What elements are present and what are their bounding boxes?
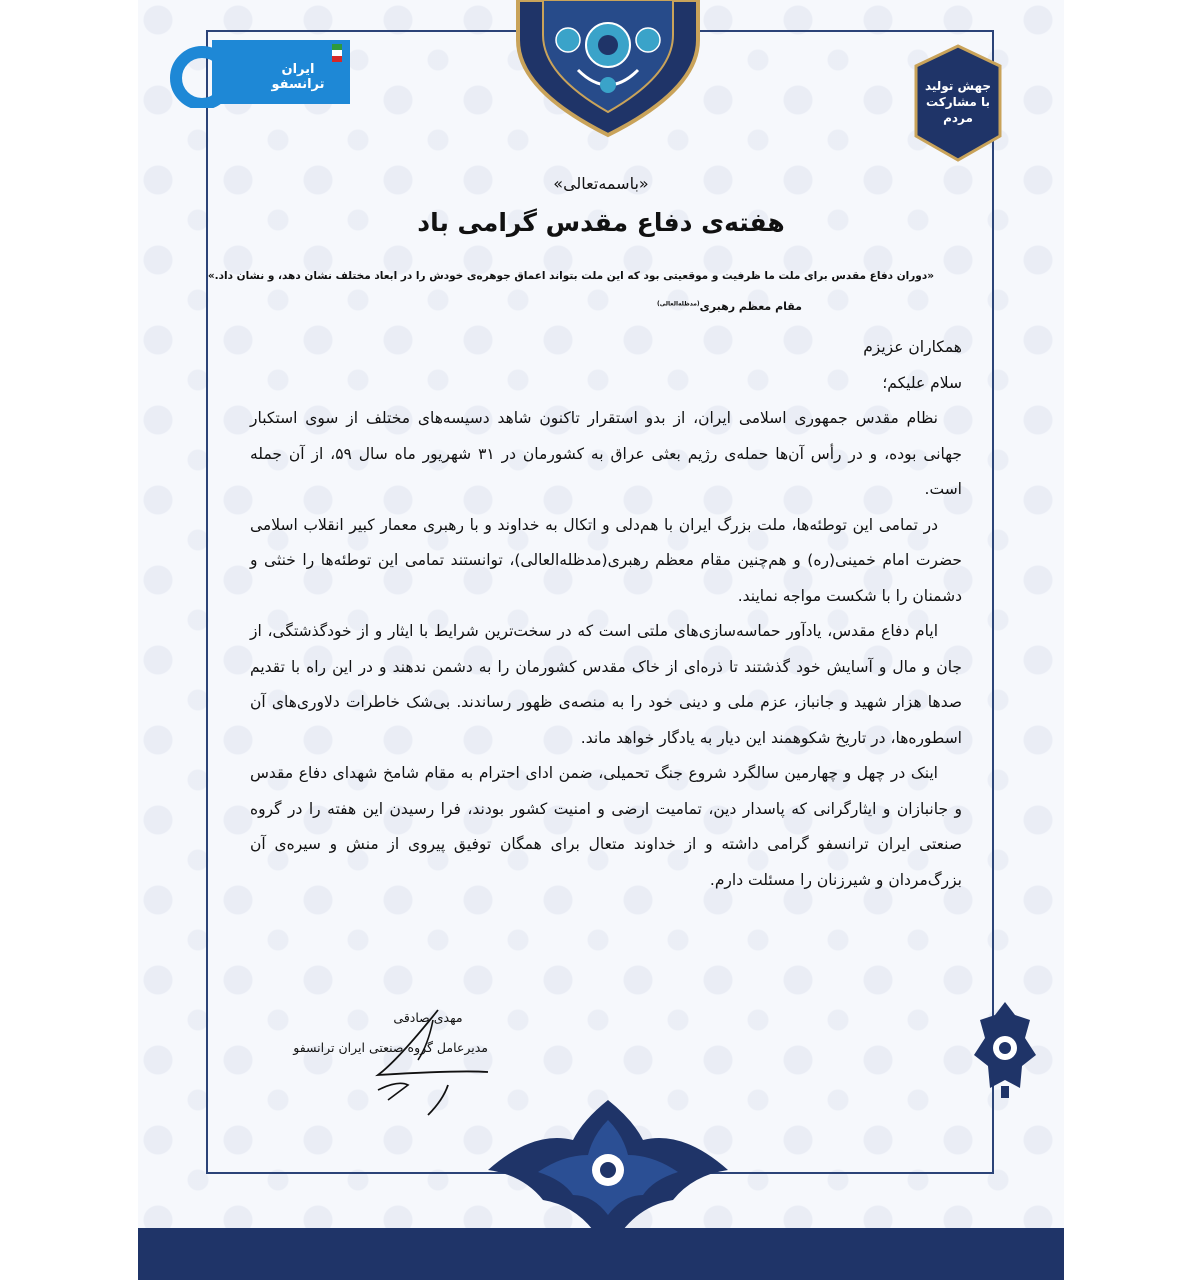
quote-attribution bbox=[502, 300, 802, 313]
paragraph-3: ایام دفاع مقدس، یادآور حماسه‌سازی‌های ملتی است که در سخت‌ترین شرایط با ایثار و از خودگذشتگی، از جان و مال و آسایش خود گذشتند تا ذره‌ای از خاک مقدس کشورمان را به دشمن ندهند و در این راه با تقدیم صدها هزار شهید و جانباز، عزم ملی و دینی خود را به منصه‌ی ظهور رساندند. بی‌شک خاطرات دلاوری‌های آن اسطوره‌ها، در تاریخ شکوهمند این دیار به یادگار خواهد ماند. bbox=[250, 622, 962, 747]
page-title: هفته‌ی دفاع مقدس گرامی باد bbox=[417, 208, 785, 237]
letter-body bbox=[250, 330, 962, 898]
greeting: سلام علیکم؛ bbox=[882, 373, 962, 392]
quote-attribution-name: مقام معظم رهبری bbox=[699, 300, 802, 313]
letter-page bbox=[138, 0, 1064, 1280]
production-leap-emblem bbox=[910, 44, 1006, 162]
bismillah: «باسمه‌تعالی» bbox=[553, 174, 649, 193]
side-ornament-icon bbox=[970, 1000, 1040, 1100]
salutation: همکاران عزیزم bbox=[863, 338, 962, 356]
signer-name: مهدی صادقی bbox=[393, 1010, 463, 1025]
paragraph-1: نظام مقدس جمهوری اسلامی ایران، از بدو استقرار تاکنون شاهد دسیسه‌های مختلف از سوی استکبار جهانی بوده، و در رأس آن‌ها حمله‌ی رژیم بعثی عراق به کشورمان در ۳۱ شهریور ماه سال ۵۹، از آن جمله است. bbox=[250, 409, 962, 498]
bottom-band bbox=[138, 1228, 1064, 1280]
paragraph-4: اینک در چهل و چهارمین سالگرد شروع جنگ تحمیلی، ضمن ادای احترام به مقام شامخ شهدای دفاع مقدس و جانبازان و ایثارگرانی که پاسدار دین، تمامیت ارضی و امنیت کشور بودند، فرا رسیدن این هفته را در گروه صنعتی ایران ترانسفو گرامی داشته و از خداوند متعال برای همگان توفیق پیروی از منش و سیره‌ی آن بزرگ‌مردان و شیرزنان را مسئلت دارم. bbox=[250, 764, 962, 889]
leader-quote: «دوران دفاع مقدس برای ملت ما ظرفیت و موقعیتی بود که این ملت بتواند اعماق جوهره‌ی خودش را در ابعاد مختلف نشان دهد، و نشان داد.» bbox=[207, 270, 934, 282]
bottom-ornament-icon bbox=[483, 1100, 733, 1230]
paragraph-2: در تمامی این توطئه‌ها، ملت بزرگ ایران با هم‌دلی و اتکال به خداوند و با رهبری معمار کبیر انقلاب اسلامی حضرت امام خمینی(ره) و هم‌چنین مقام معظم رهبری(مدظله‌العالی)، توانستند تمامی این توطئه‌ها را خنثی و دشمنان را با شکست مواجه نمایند. bbox=[250, 515, 962, 605]
logo-left-text: ایران ترانسفو bbox=[271, 62, 325, 92]
top-ornament-icon bbox=[498, 0, 718, 140]
iran-transfo-logo bbox=[168, 38, 352, 108]
emblem-text: جهش تولید با مشارکت مردم bbox=[924, 79, 992, 125]
quote-attribution-honorific: (مدظله‌العالی) bbox=[656, 300, 700, 308]
signer-title: مدیرعامل گروه صنعتی ایران ترانسفو bbox=[293, 1040, 488, 1055]
